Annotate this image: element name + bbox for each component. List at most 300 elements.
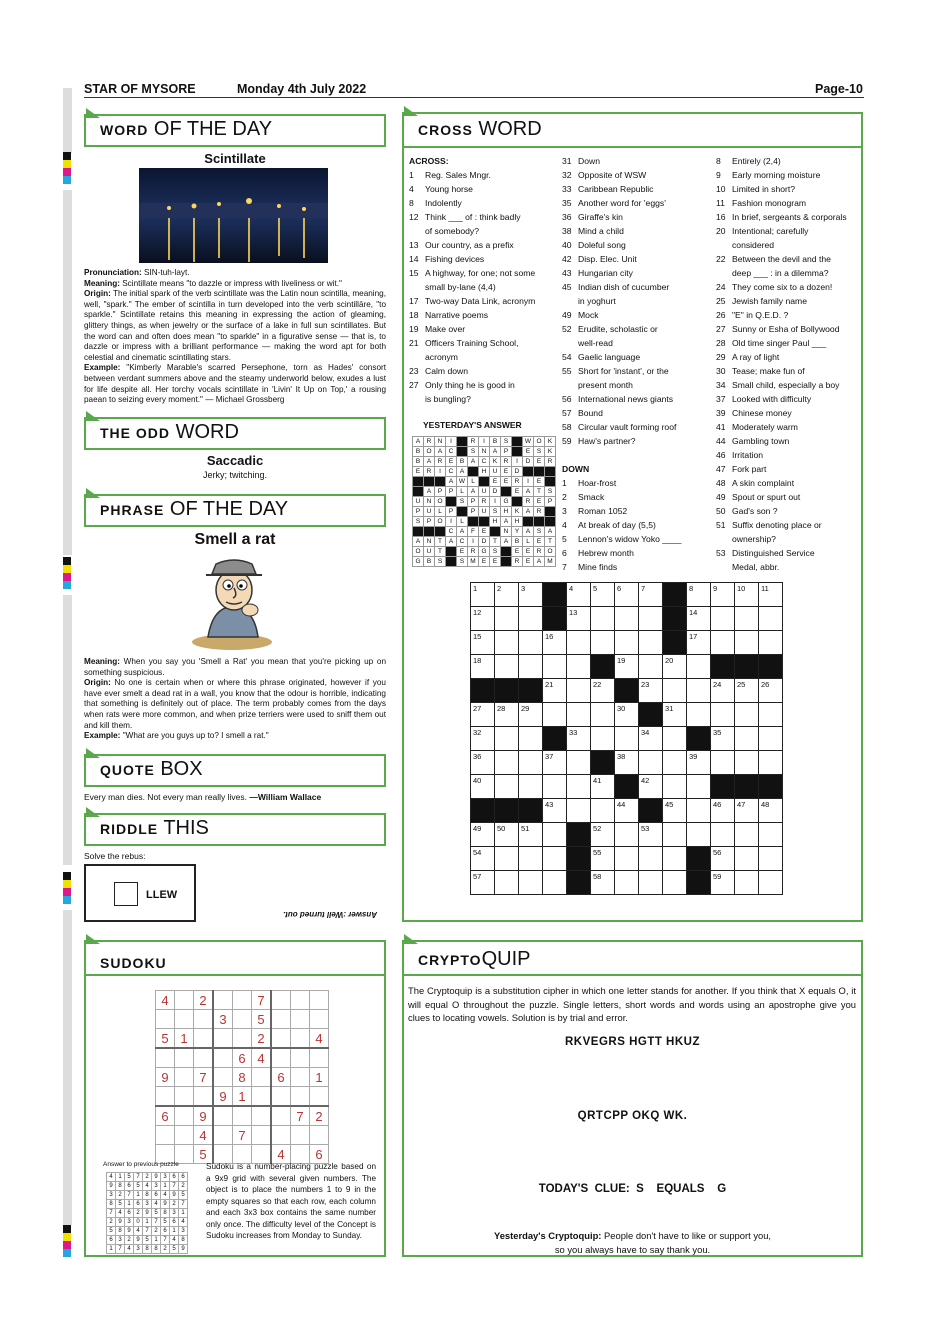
sudoku-cell: 5	[194, 1145, 214, 1164]
crossword-cell[interactable]: 1	[471, 583, 495, 607]
crossword-cell[interactable]	[687, 775, 711, 799]
answer-cell: P	[545, 497, 556, 507]
clue-item: 55 Short for 'instant', or the	[562, 366, 669, 376]
crossword-cell[interactable]: 48	[759, 799, 783, 823]
crossword-cell[interactable]: 32	[471, 727, 495, 751]
crossword-cell[interactable]	[735, 847, 759, 871]
sudoku-cell[interactable]	[291, 1010, 310, 1029]
crossword-cell[interactable]: 29	[519, 703, 543, 727]
crossword-cell[interactable]	[567, 631, 591, 655]
sudoku-cell[interactable]	[156, 1048, 175, 1068]
sudoku-cell: 9	[156, 1068, 175, 1087]
crossword-cell[interactable]: 57	[471, 871, 495, 895]
sudoku-cell[interactable]	[291, 1087, 310, 1107]
crossword-cell[interactable]: 56	[711, 847, 735, 871]
crossword-cell[interactable]: 37	[543, 751, 567, 775]
crossword-cell[interactable]	[711, 823, 735, 847]
crossword-cell[interactable]	[495, 871, 519, 895]
sudoku-cell[interactable]	[252, 1087, 272, 1107]
crossword-cell[interactable]: 5	[591, 583, 615, 607]
answer-cell: N	[501, 527, 512, 537]
answer-cell: R	[468, 437, 479, 447]
clue-item: 5 Lennon's widow Yoko ____	[562, 534, 682, 544]
crossword-cell[interactable]	[543, 871, 567, 895]
crossword-cell[interactable]	[711, 751, 735, 775]
crossword-cell[interactable]: 45	[663, 799, 687, 823]
crossword-cell[interactable]	[519, 871, 543, 895]
sudoku-cell[interactable]	[271, 991, 291, 1010]
crossword-cell[interactable]: 43	[543, 799, 567, 823]
odd-word-title: THE ODD WORD	[100, 421, 239, 443]
crossword-cell[interactable]: 59	[711, 871, 735, 895]
answer-cell: R	[523, 497, 534, 507]
crossword-cell[interactable]: 27	[471, 703, 495, 727]
clue-item: 49 Mock	[562, 310, 599, 320]
crossword-cell[interactable]	[759, 631, 783, 655]
crossword-cell[interactable]	[567, 775, 591, 799]
clue-item: 28 Old time singer Paul ___	[716, 338, 827, 348]
answer-cell: 4	[134, 1227, 143, 1236]
crossword-cell[interactable]	[567, 703, 591, 727]
crossword-cell[interactable]	[567, 655, 591, 679]
crossword-cell[interactable]: 51	[519, 823, 543, 847]
crossword-cell[interactable]	[663, 751, 687, 775]
color-marks	[63, 152, 71, 184]
crossword-cell[interactable]: 55	[591, 847, 615, 871]
sudoku-cell[interactable]	[194, 1010, 214, 1029]
crossword-cell[interactable]	[567, 799, 591, 823]
cryptoquip-clue: TODAY'S CLUE: S EQUALS G	[538, 1183, 727, 1195]
crossword-cell[interactable]: 11	[759, 583, 783, 607]
answer-cell	[468, 467, 479, 477]
sudoku-cell[interactable]	[233, 1029, 252, 1049]
crossword-cell[interactable]	[759, 607, 783, 631]
crossword-cell[interactable]: 42	[639, 775, 663, 799]
crossword-cell[interactable]	[495, 727, 519, 751]
crossword-cell[interactable]: 13	[567, 607, 591, 631]
crossword-cell[interactable]	[639, 871, 663, 895]
word-of-day-body: Pronunciation: SIN-tuh-layt. Meaning: Scintillate means "to dazzle or impress with liveliness or wit." Origin: The initial spark of the verb scintillate was the Latin noun scintilla, meaning, well, "spark." The ember of scintilla in turn developed into the verb scintillāre, "to sparkle." Scintillate retains this meaning in expressing the action of gleaming, glittery things, as when jewelry or the surface of a lake in full sun scintillates. But the word can and often does mean "to sparkle" in a figurative sense — that is, to dazzle or impress with a brilliant performance — making the word apt for both celestial and cinematic scintillating stars. Example: "Kimberly Marable's scarred Persephone, torn as Hades' consort between verdant summers above and the steamy underworld below, exudes a lust for life despite all. Her torchy vocals scintillate in 'Livin' It Up on Top,' a rousing paean to seizing every moment." — Michael Grossberg	[84, 268, 387, 405]
sudoku-grid	[155, 990, 329, 1164]
sudoku-cell[interactable]	[291, 1068, 310, 1087]
crossword-cell[interactable]: 30	[615, 703, 639, 727]
crossword-cell[interactable]	[759, 871, 783, 895]
clue-item: 59 Haw's partner?	[562, 436, 636, 446]
crossword-cell[interactable]	[591, 799, 615, 823]
crossword-cell[interactable]	[735, 871, 759, 895]
crossword-cell	[639, 799, 663, 823]
sudoku-cell[interactable]	[291, 1048, 310, 1068]
crossword-cell[interactable]: 40	[471, 775, 495, 799]
sudoku-cell[interactable]	[252, 1126, 272, 1145]
crossword-cell[interactable]: 4	[567, 583, 591, 607]
crossword-cell[interactable]: 15	[471, 631, 495, 655]
sudoku-cell[interactable]	[252, 1106, 272, 1126]
sudoku-cell[interactable]	[156, 1126, 175, 1145]
crossword-cell	[495, 679, 519, 703]
tab-marker	[86, 108, 100, 118]
crossword-cell[interactable]	[639, 847, 663, 871]
crossword-cell[interactable]: 47	[735, 799, 759, 823]
answer-cell: 5	[152, 1209, 161, 1218]
answer-cell	[545, 507, 556, 517]
crossword-cell[interactable]	[711, 703, 735, 727]
answer-cell: 7	[134, 1173, 143, 1182]
answer-cell: Y	[512, 527, 523, 537]
sudoku-cell[interactable]	[233, 1106, 252, 1126]
crossword-cell[interactable]	[735, 823, 759, 847]
crossword-cell[interactable]	[615, 607, 639, 631]
crossword-cell	[711, 775, 735, 799]
answer-cell: 8	[161, 1209, 170, 1218]
crossword-cell[interactable]: 17	[687, 631, 711, 655]
color-marks	[63, 557, 71, 589]
crossword-cell[interactable]: 34	[639, 727, 663, 751]
crossword-cell[interactable]	[543, 703, 567, 727]
crossword-cell[interactable]	[591, 727, 615, 751]
crossword-cell[interactable]	[759, 727, 783, 751]
answer-cell: P	[413, 507, 424, 517]
answer-cell: S	[468, 447, 479, 457]
answer-cell: D	[512, 467, 523, 477]
answer-cell: H	[501, 507, 512, 517]
answer-cell	[534, 517, 545, 527]
sudoku-cell[interactable]	[271, 1048, 291, 1068]
crossword-cell[interactable]: 14	[687, 607, 711, 631]
crossword-cell[interactable]: 38	[615, 751, 639, 775]
crossword-cell[interactable]	[615, 871, 639, 895]
answer-cell	[512, 497, 523, 507]
answer-cell: 8	[152, 1245, 161, 1254]
sudoku-cell[interactable]	[252, 1068, 272, 1087]
clue-item: 3 Roman 1052	[562, 506, 628, 516]
crossword-cell[interactable]	[543, 775, 567, 799]
sudoku-cell[interactable]	[271, 1106, 291, 1126]
crossword-cell[interactable]	[519, 847, 543, 871]
answer-cell: M	[545, 557, 556, 567]
crossword-cell[interactable]	[759, 703, 783, 727]
crossword-cell[interactable]: 44	[615, 799, 639, 823]
clue-item: 23 Calm down	[409, 366, 468, 376]
crossword-cell[interactable]: 31	[663, 703, 687, 727]
crossword-cell[interactable]: 53	[639, 823, 663, 847]
crossword-cell[interactable]	[735, 631, 759, 655]
answer-cell: A	[501, 537, 512, 547]
crossword-cell[interactable]	[615, 727, 639, 751]
sudoku-cell[interactable]	[194, 1048, 214, 1068]
sudoku-cell[interactable]	[213, 1048, 233, 1068]
crossword-cell[interactable]	[543, 655, 567, 679]
sudoku-cell[interactable]	[175, 1087, 194, 1107]
answer-cell: 2	[143, 1173, 152, 1182]
crossword-cell	[567, 871, 591, 895]
answer-cell: S	[413, 517, 424, 527]
crossword-cell[interactable]: 54	[471, 847, 495, 871]
sudoku-cell[interactable]	[310, 1010, 329, 1029]
crossword-cell[interactable]	[663, 775, 687, 799]
crossword-cell[interactable]: 46	[711, 799, 735, 823]
answer-cell: 1	[170, 1227, 179, 1236]
answer-cell: I	[512, 457, 523, 467]
sudoku-cell: 5	[156, 1029, 175, 1049]
crossword-cell[interactable]	[495, 631, 519, 655]
answer-cell: S	[435, 557, 446, 567]
answer-cell: I	[446, 517, 457, 527]
sudoku-cell[interactable]	[291, 1126, 310, 1145]
crossword-cell[interactable]: 12	[471, 607, 495, 631]
crossword-cell[interactable]	[687, 655, 711, 679]
answer-cell: P	[468, 497, 479, 507]
answer-cell: A	[435, 447, 446, 457]
crossword-cell[interactable]	[519, 775, 543, 799]
crossword-cell[interactable]: 6	[615, 583, 639, 607]
sudoku-cell: 1	[310, 1068, 329, 1087]
crossword-cell[interactable]: 21	[543, 679, 567, 703]
crossword-cell[interactable]	[687, 823, 711, 847]
crossword-cell[interactable]	[687, 679, 711, 703]
answer-cell: 8	[143, 1245, 152, 1254]
sudoku-cell[interactable]	[175, 991, 194, 1010]
crossword-cell[interactable]	[567, 679, 591, 703]
answer-cell: 6	[170, 1218, 179, 1227]
crossword-cell[interactable]	[639, 631, 663, 655]
answer-cell: 9	[125, 1227, 134, 1236]
crossword-cell[interactable]: 36	[471, 751, 495, 775]
crossword-cell[interactable]: 25	[735, 679, 759, 703]
answer-cell	[424, 527, 435, 537]
crossword-cell[interactable]	[615, 847, 639, 871]
answer-cell: R	[468, 547, 479, 557]
sudoku-cell[interactable]	[156, 1087, 175, 1107]
clue-item: 15 A highway, for one; not some	[409, 268, 536, 278]
crossword-cell[interactable]	[735, 751, 759, 775]
clue-item: present month	[578, 380, 633, 390]
quote-title: QUOTE BOX	[100, 758, 203, 780]
sudoku-cell: 7	[233, 1126, 252, 1145]
sudoku-cell: 6	[310, 1145, 329, 1164]
clue-item: 1 Hoar-frost	[562, 478, 617, 488]
answer-cell: I	[479, 437, 490, 447]
answer-cell: C	[457, 537, 468, 547]
crossword-cell[interactable]	[663, 871, 687, 895]
crossword-cell[interactable]: 9	[711, 583, 735, 607]
sudoku-cell[interactable]	[175, 1126, 194, 1145]
crossword-cell[interactable]: 58	[591, 871, 615, 895]
clue-item: 11 Fashion monogram	[716, 198, 807, 208]
crossword-cell[interactable]	[639, 607, 663, 631]
sudoku-cell: 2	[194, 991, 214, 1010]
sudoku-cell[interactable]	[271, 1029, 291, 1049]
answer-cell	[435, 527, 446, 537]
crossword-cell[interactable]	[591, 607, 615, 631]
answer-cell: 1	[125, 1200, 134, 1209]
sudoku-cell[interactable]	[213, 1106, 233, 1126]
answer-cell: E	[512, 487, 523, 497]
crossword-cell	[663, 607, 687, 631]
tab-marker	[86, 807, 100, 817]
sudoku-cell[interactable]	[271, 1010, 291, 1029]
crossword-cell[interactable]	[519, 751, 543, 775]
crossword-cell[interactable]	[663, 679, 687, 703]
crossword-cell[interactable]	[543, 823, 567, 847]
clues-col2	[562, 154, 712, 448]
clue-item: 27 Only thing he is good in	[409, 380, 515, 390]
sudoku-cell[interactable]	[310, 1048, 329, 1068]
crossword-cell[interactable]: 33	[567, 727, 591, 751]
crossword-cell[interactable]: 41	[591, 775, 615, 799]
sudoku-cell[interactable]	[271, 1087, 291, 1107]
sudoku-cell: 2	[252, 1029, 272, 1049]
crossword-cell[interactable]: 20	[663, 655, 687, 679]
clue-item: 42 Disp. Elec. Unit	[562, 254, 637, 264]
sudoku-cell[interactable]	[310, 1087, 329, 1107]
crossword-cell[interactable]: 18	[471, 655, 495, 679]
answer-cell: B	[424, 557, 435, 567]
answer-cell: H	[490, 517, 501, 527]
answer-cell: S	[501, 437, 512, 447]
crossword-cell[interactable]: 35	[711, 727, 735, 751]
crossword-cell[interactable]	[495, 607, 519, 631]
answer-cell: 9	[152, 1173, 161, 1182]
sudoku-cell[interactable]	[156, 1010, 175, 1029]
answer-cell	[512, 447, 523, 457]
crossword-cell[interactable]	[735, 703, 759, 727]
answer-cell: U	[490, 467, 501, 477]
sudoku-cell[interactable]	[213, 1126, 233, 1145]
rebus-box	[84, 864, 196, 922]
riddle-title: RIDDLE THIS	[100, 817, 209, 839]
crossword-cell[interactable]: 16	[543, 631, 567, 655]
crossword-cell[interactable]	[615, 631, 639, 655]
crossword-cell[interactable]	[639, 655, 663, 679]
sudoku-cell[interactable]	[213, 1068, 233, 1087]
crossword-cell[interactable]	[663, 727, 687, 751]
crossword-cell[interactable]	[663, 823, 687, 847]
answer-cell: H	[512, 517, 523, 527]
clue-item: 44 Gambling town	[716, 436, 790, 446]
answer-cell: U	[413, 497, 424, 507]
crossword-cell[interactable]	[519, 655, 543, 679]
crossword-cell[interactable]: 50	[495, 823, 519, 847]
sudoku-cell[interactable]	[175, 1106, 194, 1126]
clue-item: acronym	[425, 352, 458, 362]
sudoku-cell: 4	[156, 991, 175, 1010]
crossword-cell[interactable]: 7	[639, 583, 663, 607]
crossword-cell[interactable]	[519, 607, 543, 631]
crossword-cell	[519, 679, 543, 703]
crossword-cell[interactable]	[615, 823, 639, 847]
rebus-square	[114, 882, 138, 906]
clue-item: 34 Small child, especially a boy	[716, 380, 840, 390]
answer-cell: 4	[179, 1218, 188, 1227]
crossword-cell[interactable]	[495, 775, 519, 799]
crossword-cell[interactable]: 24	[711, 679, 735, 703]
clue-item: Medal, abbr.	[732, 562, 780, 572]
crossword-cell[interactable]	[711, 631, 735, 655]
crossword-cell[interactable]: 52	[591, 823, 615, 847]
sudoku-cell[interactable]	[291, 1029, 310, 1049]
answer-cell: B	[512, 537, 523, 547]
sudoku-cell[interactable]	[310, 1126, 329, 1145]
crossword-cell[interactable]	[759, 823, 783, 847]
answer-cell: 5	[170, 1245, 179, 1254]
crossword-cell[interactable]	[591, 631, 615, 655]
sudoku-cell[interactable]	[291, 991, 310, 1010]
crossword-cell[interactable]	[543, 847, 567, 871]
crossword-cell[interactable]	[519, 631, 543, 655]
crossword-cell[interactable]	[591, 703, 615, 727]
crossword-cell[interactable]: 49	[471, 823, 495, 847]
crossword-cell[interactable]: 3	[519, 583, 543, 607]
crossword-cell[interactable]	[567, 751, 591, 775]
sudoku-cell[interactable]	[194, 1087, 214, 1107]
crossword-cell[interactable]	[519, 727, 543, 751]
clue-item: 8 Indolently	[409, 198, 462, 208]
answer-cell: 5	[125, 1173, 134, 1182]
sudoku-cell[interactable]	[213, 1029, 233, 1049]
crossword-cell[interactable]: 8	[687, 583, 711, 607]
sudoku-cell[interactable]	[175, 1068, 194, 1087]
sudoku-cell[interactable]	[213, 991, 233, 1010]
color-marks	[63, 872, 71, 904]
clue-item: 49 Spout or spurt out	[716, 492, 801, 502]
crossword-cell[interactable]: 19	[615, 655, 639, 679]
crossword-cell	[567, 847, 591, 871]
sudoku-cell[interactable]	[233, 991, 252, 1010]
sudoku-cell: 7	[291, 1106, 310, 1126]
crossword-cell[interactable]: 39	[687, 751, 711, 775]
crossword-cell[interactable]	[495, 655, 519, 679]
crossword-cell[interactable]	[711, 607, 735, 631]
crossword-cell[interactable]	[663, 847, 687, 871]
crossword-cell	[495, 799, 519, 823]
across-clues-col1	[409, 168, 557, 406]
sudoku-cell[interactable]	[175, 1010, 194, 1029]
answer-cell: D	[523, 457, 534, 467]
crossword-cell[interactable]: 2	[495, 583, 519, 607]
clue-item: 10 Limited in short?	[716, 184, 796, 194]
crossword-cell[interactable]: 10	[735, 583, 759, 607]
sudoku-cell[interactable]	[233, 1010, 252, 1029]
clue-item: 6 Hebrew month	[562, 548, 634, 558]
crossword-cell[interactable]: 23	[639, 679, 663, 703]
crossword-cell[interactable]	[735, 607, 759, 631]
clue-item: 58 Circular vault forming roof	[562, 422, 677, 432]
clue-item: 40 Doleful song	[562, 240, 626, 250]
crossword-cell[interactable]	[495, 751, 519, 775]
paper-name: STAR OF MYSORE	[84, 82, 196, 96]
crossword-cell[interactable]: 28	[495, 703, 519, 727]
sudoku-cell[interactable]	[310, 991, 329, 1010]
crossword-title: CROSS WORD	[418, 118, 542, 140]
sudoku-cell[interactable]	[271, 1126, 291, 1145]
sudoku-cell[interactable]	[175, 1048, 194, 1068]
crossword-cell[interactable]	[639, 751, 663, 775]
crossword-cell[interactable]: 26	[759, 679, 783, 703]
crossword-cell[interactable]	[687, 799, 711, 823]
crossword-cell[interactable]	[759, 847, 783, 871]
answer-cell: E	[512, 547, 523, 557]
sudoku-cell[interactable]	[194, 1029, 214, 1049]
crossword-cell[interactable]	[687, 703, 711, 727]
yesterday-answer-grid	[412, 436, 556, 567]
crossword-cell[interactable]	[735, 727, 759, 751]
answer-cell: 4	[161, 1191, 170, 1200]
crossword-cell[interactable]	[495, 847, 519, 871]
crossword-cell[interactable]: 22	[591, 679, 615, 703]
crossword-cell[interactable]	[759, 751, 783, 775]
answer-cell: A	[446, 477, 457, 487]
